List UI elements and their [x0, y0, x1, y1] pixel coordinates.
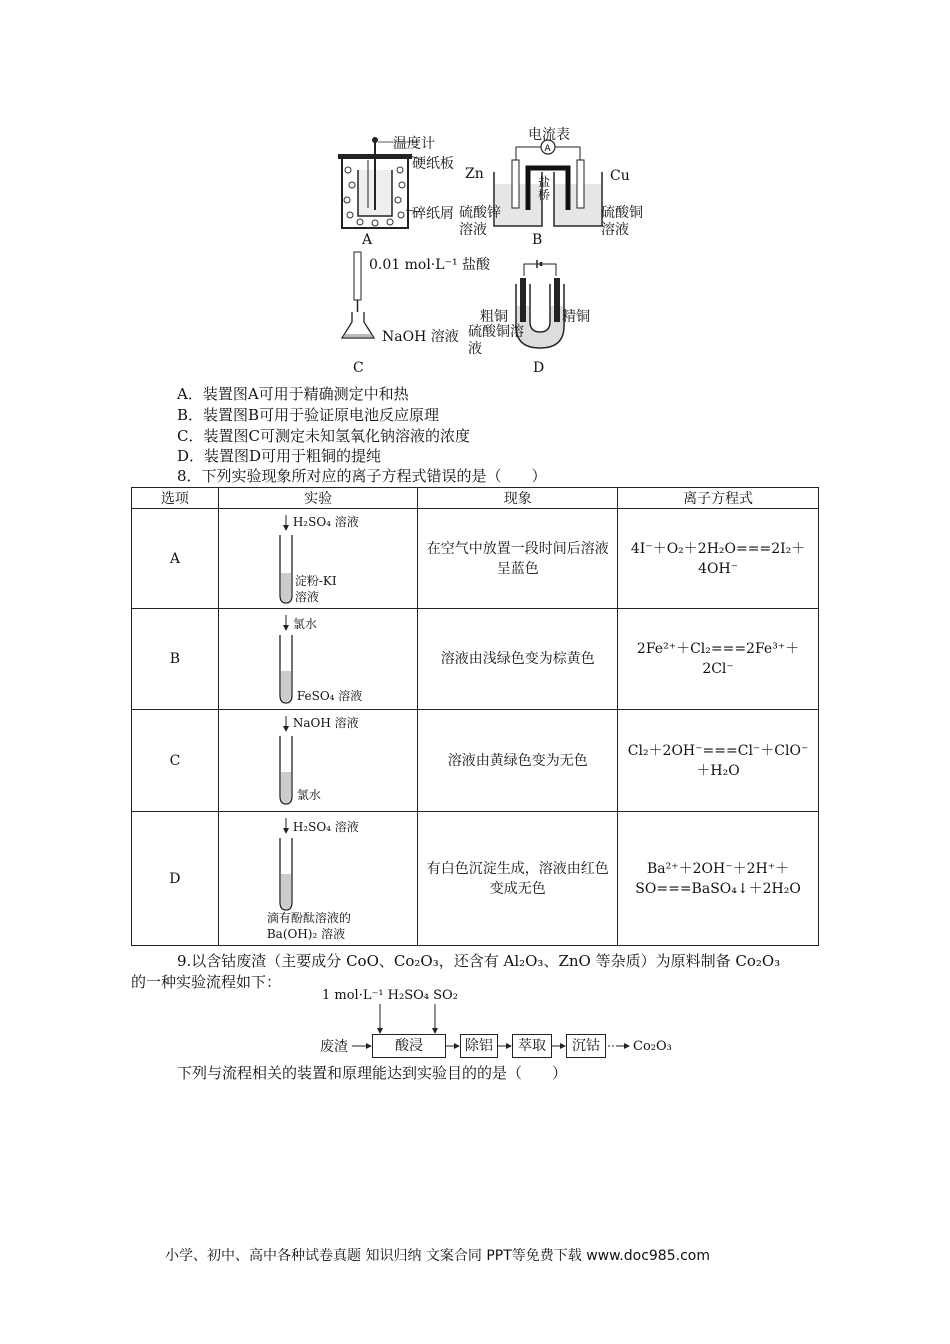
- q9-stem-line1: 9.以含钴废渣（主要成分 CoO、Co₂O₃，还含有 Al₂O₃、ZnO 等杂质）为原料制备 Co₂O₃: [177, 952, 781, 970]
- q9-question: 下列与流程相关的装置和原理能达到实验目的的是（ ）: [177, 1064, 568, 1082]
- q8-stem: 8．下列实验现象所对应的离子方程式错误的是（ ）: [177, 467, 547, 485]
- flow-start-label: 废渣: [320, 1039, 348, 1055]
- reagent-bottom-label: FeSO₄ 溶液: [296, 689, 363, 703]
- row-equation: 2Fe²⁺＋Cl₂===2Fe³⁺＋2Cl⁻: [618, 609, 819, 710]
- left-solution-label: 硫酸锌溶液: [459, 205, 501, 238]
- table-row: [132, 710, 819, 812]
- zn-label: Zn: [465, 166, 484, 182]
- experiment-cell: [218, 812, 418, 946]
- reagent-bottom-label: 滴有酚酞溶液的 Ba(OH)₂ 溶液: [266, 911, 351, 941]
- thermometer-label: 温度计: [393, 136, 435, 152]
- q9-stem-line2: 的一种实验流程如下：: [131, 973, 282, 991]
- board-label: 硬纸板: [412, 156, 454, 172]
- scraps-label: 碎纸屑: [412, 206, 454, 222]
- row-equation: Ba²⁺＋2OH⁻＋2H⁺＋SO===BaSO₄↓＋2H₂O: [618, 812, 819, 946]
- table-row: [132, 509, 819, 609]
- q7-option-d: D．装置图D可用于粗铜的提纯: [177, 447, 382, 465]
- flow-step-precipitate: 沉钴: [566, 1034, 606, 1058]
- apparatus-B-label: B: [532, 232, 543, 248]
- row-option: B: [132, 609, 219, 710]
- experiment-cell: [218, 609, 418, 710]
- apparatus-B-diagram: [488, 138, 618, 238]
- reagent-top-label: 氯水: [292, 617, 317, 631]
- row-phenomenon: 有白色沉淀生成，溶液由红色变成无色: [418, 812, 618, 946]
- row-option: C: [132, 710, 219, 812]
- ammeter-label: 电流表: [528, 127, 570, 143]
- header-option: 选项: [132, 488, 219, 509]
- q7-option-a: A．装置图A可用于精确测定中和热: [177, 385, 409, 403]
- row-equation: 4I⁻＋O₂＋2H₂O===2I₂＋4OH⁻: [618, 509, 819, 609]
- acid-label: 0.01 mol·L⁻¹ 盐酸: [369, 257, 491, 273]
- header-equation: 离子方程式: [618, 488, 819, 509]
- header-experiment: 实验: [218, 488, 418, 509]
- crude-copper-label: 粗铜: [480, 309, 508, 325]
- experiment-cell: [218, 509, 418, 609]
- row-phenomenon: 在空气中放置一段时间后溶液呈蓝色: [418, 509, 618, 609]
- svg-text:A: A: [544, 144, 551, 154]
- header-phenomenon: 现象: [418, 488, 618, 509]
- row-option: D: [132, 812, 219, 946]
- flow-inputs-label: 1 mol·L⁻¹ H₂SO₄ SO₂: [322, 988, 458, 1003]
- reagent-bottom-label: 淀粉-KI 溶液: [294, 574, 337, 604]
- reagent-top-label: NaOH 溶液: [292, 716, 359, 730]
- apparatus-D-label: D: [533, 360, 545, 376]
- flow-step-acid-leach: 酸浸: [372, 1034, 446, 1058]
- q7-option-c: C．装置图C可测定未知氢氧化钠溶液的浓度: [177, 427, 470, 445]
- q8-table: [131, 487, 819, 946]
- copper-sulfate-label: 硫酸铜溶液: [468, 324, 524, 357]
- apparatus-C-label: C: [353, 360, 364, 376]
- row-option: A: [132, 509, 219, 609]
- row-equation: Cl₂＋2OH⁻===Cl⁻＋ClO⁻＋H₂O: [618, 710, 819, 812]
- table-header-row: [132, 488, 819, 509]
- base-label: NaOH 溶液: [382, 329, 459, 345]
- q7-option-b: B．装置图B可用于验证原电池反应原理: [177, 406, 440, 424]
- flow-step-remove-al: 除铝: [460, 1034, 498, 1058]
- flow-end-label: Co₂O₃: [633, 1039, 672, 1054]
- cu-label: Cu: [610, 168, 630, 184]
- right-solution-label: 硫酸铜溶液: [601, 205, 643, 238]
- row-phenomenon: 溶液由黄绿色变为无色: [418, 710, 618, 812]
- flow-step-extract: 萃取: [512, 1034, 552, 1058]
- reagent-top-label: H₂SO₄ 溶液: [292, 820, 359, 834]
- apparatus-A-label: A: [362, 232, 373, 248]
- reagent-top-label: H₂SO₄ 溶液: [292, 515, 359, 529]
- row-phenomenon: 溶液由浅绿色变为棕黄色: [418, 609, 618, 710]
- salt-bridge-label: 盐桥: [538, 175, 551, 202]
- pure-copper-label: 精铜: [562, 309, 590, 325]
- table-row: [132, 609, 819, 710]
- reagent-bottom-label: 氯水: [296, 788, 321, 802]
- page-footer: 小学、初中、高中各种试卷真题 知识归纳 文案合同 PPT等免费下载 www.doc985.com: [165, 1248, 710, 1264]
- experiment-cell: [218, 710, 418, 812]
- table-row: [132, 812, 819, 946]
